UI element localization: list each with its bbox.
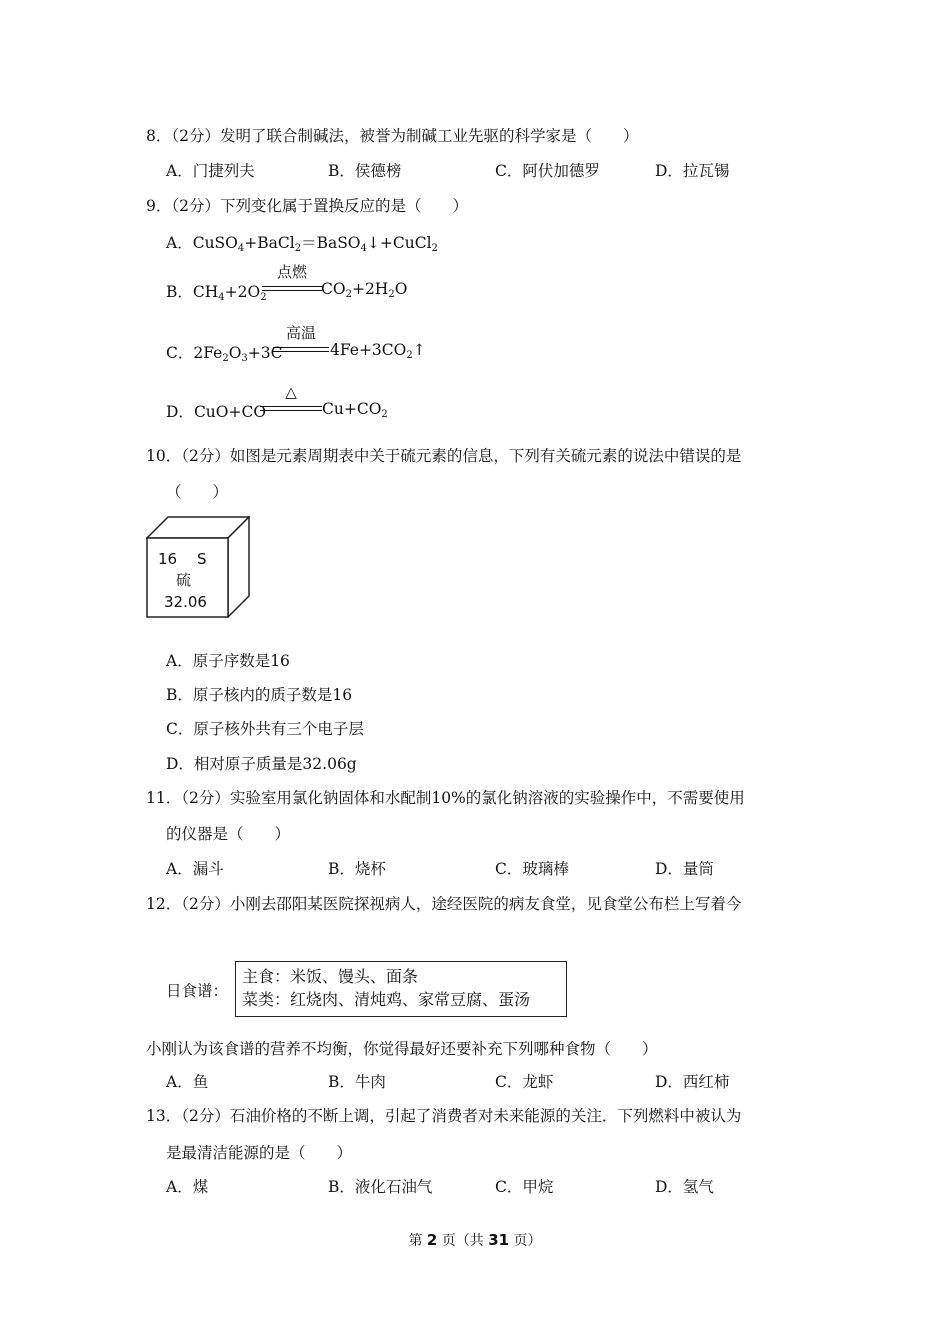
q9-a-formula-part: +BaCl xyxy=(244,234,295,252)
q9-a-subscript: 4 xyxy=(237,243,245,254)
q9-c-formula-part: 2Fe xyxy=(193,344,223,362)
q9-a-subscript: 4 xyxy=(360,243,367,254)
element-atomic-mass: 32.06 xyxy=(164,593,207,611)
menu-dishes: 菜类：红烧肉、清炖鸡、家常豆腐、蛋汤 xyxy=(242,990,531,1009)
q9-option-c-lhs xyxy=(166,341,283,363)
q9-c-label: C． xyxy=(166,344,194,362)
q11-stem: 11．（2分）实验室用氯化钠固体和水配制10%的氯化钠溶液的实验操作中，不需要使用 xyxy=(146,789,745,807)
page-footer xyxy=(0,1230,950,1251)
q10-stem-cont: （ ） xyxy=(166,483,229,501)
q9-b-formula-part: CO xyxy=(321,280,346,298)
q9-c-formula-part: +3C xyxy=(247,344,283,362)
q12-menu-prefix: 日食谱： xyxy=(166,982,229,1000)
q9-a-formula-part: ＝BaSO xyxy=(301,234,361,252)
sulfur-element-card xyxy=(146,516,250,618)
q12-option-d: D．西红柿 xyxy=(655,1073,730,1091)
element-symbol: S xyxy=(197,550,207,568)
footer-text: 页） xyxy=(509,1233,542,1249)
q13-option-c: C．甲烷 xyxy=(495,1178,554,1196)
q12-option-a: A．鱼 xyxy=(166,1073,209,1091)
q12-option-c: C．龙虾 xyxy=(495,1073,554,1091)
q8-option-d: D．拉瓦锡 xyxy=(655,162,730,180)
q9-a-subscript: 2 xyxy=(294,243,302,254)
q13-option-d: D．氢气 xyxy=(655,1178,714,1196)
q9-b-subscript: 4 xyxy=(218,292,225,303)
q9-b-label: B． xyxy=(166,283,193,301)
q12-option-b: B．牛肉 xyxy=(328,1073,386,1091)
q8-stem: 8．（2分）发明了联合制碱法，被誉为制碱工业先驱的科学家是（ ） xyxy=(146,127,639,145)
q9-b-formula-part: O xyxy=(394,280,408,298)
q9-d-formula-part: Cu+CO xyxy=(322,400,382,418)
menu-staple-foods: 主食：米饭、馒头、面条 xyxy=(242,967,419,986)
q9-c-equals-bar xyxy=(273,347,329,352)
canteen-menu-board xyxy=(235,961,567,1017)
q13-stem-cont: 是最清洁能源的是（ ） xyxy=(166,1144,353,1162)
q13-option-a: A．煤 xyxy=(166,1178,209,1196)
q9-c-formula-part: 4Fe+3CO xyxy=(330,341,407,359)
q9-option-b-lhs xyxy=(166,280,267,302)
q9-d-label: D． xyxy=(166,403,194,421)
footer-text: 页（共 xyxy=(437,1233,489,1249)
element-name: 硫 xyxy=(176,571,192,589)
element-atomic-number: 16 xyxy=(158,550,178,568)
q9-b-subscript: 2 xyxy=(260,292,267,303)
q9-b-subscript: 2 xyxy=(388,289,395,300)
q9-b-formula-part: +2H xyxy=(351,280,389,298)
q9-option-d-lhs xyxy=(166,400,266,422)
q9-c-subscript: 2 xyxy=(406,350,413,361)
q9-d-formula-part: CuO+CO xyxy=(193,403,267,421)
q9-c-condition: 高温 xyxy=(285,324,316,342)
q10-stem: 10．（2分）如图是元素周期表中关于硫元素的信息，下列有关硫元素的说法中错误的是 xyxy=(146,447,742,465)
q8-option-c: C．阿伏加德罗 xyxy=(495,162,600,180)
q10-option-b: B．原子核内的质子数是16 xyxy=(166,686,353,704)
q10-option-d: D．相对原子质量是32.06g xyxy=(166,755,357,773)
q11-option-a: A．漏斗 xyxy=(166,860,224,878)
q9-b-formula-part: +2O xyxy=(224,283,261,301)
footer-total-pages: 31 xyxy=(488,1231,510,1249)
q13-option-b: B．液化石油气 xyxy=(328,1178,433,1196)
q9-a-formula-part: CuSO xyxy=(192,234,238,252)
q11-option-c: C．玻璃棒 xyxy=(495,860,569,878)
q12-stem: 12．（2分）小刚去邵阳某医院探视病人，途经医院的病友食堂，见食堂公布栏上写着今 xyxy=(146,895,742,913)
q9-a-label: A． xyxy=(166,234,193,252)
q9-stem: 9．（2分）下列变化属于置换反应的是（ ） xyxy=(146,197,468,215)
footer-page-number: 2 xyxy=(426,1231,438,1249)
q9-c-subscript: 2 xyxy=(222,353,229,364)
q9-c-formula-part: ↑ xyxy=(412,341,426,359)
q9-c-formula-part: O xyxy=(228,344,242,362)
q9-d-subscript: 2 xyxy=(381,409,388,420)
q9-b-formula-part: CH xyxy=(192,283,219,301)
q8-option-b: B．侯德榜 xyxy=(328,162,402,180)
q11-stem-cont: 的仪器是（ ） xyxy=(166,825,291,843)
q9-c-subscript: 3 xyxy=(241,353,248,364)
q9-b-equals-bar xyxy=(262,286,322,291)
q9-b-condition: 点燃 xyxy=(276,263,307,281)
q9-b-subscript: 2 xyxy=(345,289,352,300)
q9-option-b-rhs xyxy=(321,280,407,298)
q9-option-a xyxy=(166,231,438,253)
q9-option-d-rhs xyxy=(322,400,388,418)
footer-text: 第 xyxy=(408,1233,427,1249)
q13-stem: 13．（2分）石油价格的不断上调，引起了消费者对未来能源的关注．下列燃料中被认为 xyxy=(146,1107,742,1125)
q8-option-a: A．门捷列夫 xyxy=(166,162,255,180)
q9-d-condition: △ xyxy=(285,383,297,401)
q9-d-equals-bar xyxy=(260,406,322,411)
q9-a-formula-part: ↓+CuCl xyxy=(366,234,432,252)
q9-option-c-rhs xyxy=(330,341,426,359)
q12-stem-cont: 小刚认为该食谱的营养不均衡，你觉得最好还要补充下列哪种食物（ ） xyxy=(146,1040,658,1058)
q11-option-b: B．烧杯 xyxy=(328,860,386,878)
q11-option-d: D．量筒 xyxy=(655,860,714,878)
q10-option-a: A．原子序数是16 xyxy=(166,652,290,670)
q9-a-subscript: 2 xyxy=(431,243,438,254)
q10-option-c: C．原子核外共有三个电子层 xyxy=(166,720,364,738)
